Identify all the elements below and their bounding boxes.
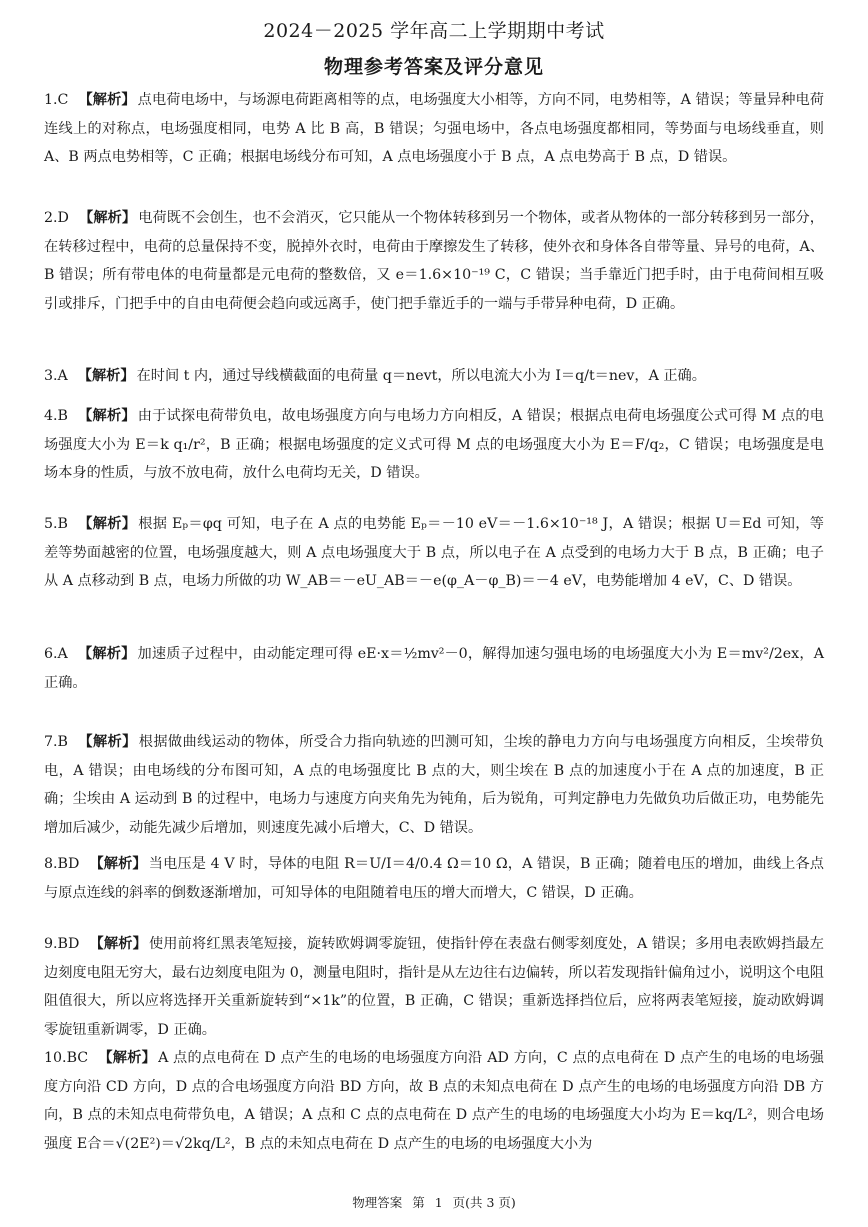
answer-text: 电荷既不会创生，也不会消灭，它只能从一个物体转移到另一个物体，或者从物体的一部分转移到另一部分，在转移过程中，电荷的总量保持不变，脱掉外衣时，电荷由于摩擦发生了转移，使外衣和身体各自带等量、异号的电荷，A、B 错误；所有带电体的电荷量都是元电荷的整数倍，又 e＝1.6×10⁻¹⁹ C，C 错误；当手靠近门把手时，由于电荷间相互吸引或排斥，门把手中的自由电荷便会趋向或远离手，使门把手靠近手的一端与手带异种电荷，D 正确。	[44, 210, 824, 312]
analysis-tag: 【解析】	[98, 1050, 157, 1066]
analysis-tag: 【解析】	[77, 734, 137, 750]
answer-text: 点电荷电场中，与场源电荷距离相等的点，电场强度大小相等，方向不同，电势相等，A 错误；等量异种电荷连线上的对称点，电场强度相同，电势 A 比 B 高，B 错误；匀强电场中，各点电场强度都相同，等势面与电场线垂直，则 A、B 两点电势相等，C 正确；根据电场线分布可知，A 点电场强度小于 B 点，A 点电势高于 B 点，D 错误。	[44, 92, 824, 165]
answer-number: 3.A	[44, 368, 68, 384]
analysis-tag: 【解析】	[89, 856, 147, 872]
footer-page-number: 1	[434, 1195, 443, 1210]
footer-label: 物理答案	[352, 1195, 403, 1210]
page-title: 2024－2025 学年高二上学期期中考试	[263, 20, 605, 42]
answer-text: 由于试探电荷带负电，故电场强度方向与电场力方向相反，A 错误；根据点电荷电场强度公式可得 M 点的电场强度大小为 E＝k q₁/r²，B 正确；根据电场强度的定义式可得 M 点的电场强度大小为 E＝F/q₂，C 错误；电场强度是电场本身的性质，与放不放电荷，放什么电荷均无关，D 错误。	[44, 408, 824, 481]
answer-text: 当电压是 4 V 时，导体的电阻 R＝U/I＝4/0.4 Ω＝10 Ω，A 错误，B 正确；随着电压的增加，曲线上各点与原点连线的斜率的倒数逐渐增加，可知导体的电阻随着电压的增大而增大，C 错误，D 正确。	[44, 856, 824, 901]
answer-item-3	[44, 362, 824, 391]
answer-text: 加速质子过程中，由动能定理可得 eE·x＝½mv²－0，解得加速匀强电场的电场强度大小为 E＝mv²/2ex，A 正确。	[44, 646, 824, 691]
answer-text: 使用前将红黑表笔短接，旋转欧姆调零旋钮，使指针停在表盘右侧零刻度处，A 错误；多用电表欧姆挡最左边刻度电阻无穷大，最右边刻度电阻为 0，测量电阻时，指针是从左边往右边偏转，所以若发现指针偏角过小，说明这个电阻阻值很大，所以应将选择开关重新旋转到“×1k”的位置，B 正确，C 错误；重新选择挡位后，应将两表笔短接，旋动欧姆调零旋钮重新调零，D 正确。	[44, 936, 824, 1038]
answer-number: 6.A	[44, 646, 68, 662]
analysis-tag: 【解析】	[89, 936, 147, 952]
answer-text: 根据做曲线运动的物体，所受合力指向轨迹的凹测可知，尘埃的静电力方向与电场强度方向相反，尘埃带负电，A 错误；由电场线的分布图可知，A 点的电场强度比 B 点的大，则尘埃在 B 点的加速度小于在 A 点的加速度，B 正确；尘埃由 A 运动到 B 的过程中，电场力与速度方向夹角先为钝角，后为锐角，可判定静电力先做负功后做正功，电势能先增加后减少，动能先减少后增加，则速度先减小后增大，C、D 错误。	[44, 734, 824, 836]
answer-item-4	[44, 402, 824, 488]
page-subtitle: 物理参考答案及评分意见	[323, 56, 544, 78]
answer-number: 4.B	[44, 408, 68, 424]
answer-number: 2.D	[44, 210, 69, 226]
analysis-tag: 【解析】	[77, 408, 136, 424]
analysis-tag: 【解析】	[78, 92, 136, 108]
answer-item-10	[44, 1044, 824, 1158]
answer-item-1	[44, 86, 824, 172]
answer-item-9	[44, 930, 824, 1044]
answer-number: 1.C	[44, 92, 69, 108]
answer-item-6	[44, 640, 824, 697]
answer-number: 7.B	[44, 734, 68, 750]
answer-item-2	[44, 204, 824, 318]
answer-item-5	[44, 510, 824, 596]
page-footer	[0, 1193, 868, 1211]
answer-text: 根据 Eₚ＝φq 可知，电子在 A 点的电势能 Eₚ＝－10 eV＝－1.6×10⁻¹⁸ J，A 错误；根据 U＝Ed 可知，等差等势面越密的位置，电场强度越大，则 A 点电场强度大于 B 点，所以电子在 A 点受到的电场力大于 B 点，B 正确；电子从 A 点移动到 B 点，电场力所做的功 W_AB＝－eU_AB＝－e(φ_A－φ_B)＝－4 eV，电势能增加 4 eV，C、D 错误。	[44, 516, 824, 589]
analysis-tag: 【解析】	[77, 368, 135, 384]
answer-item-8	[44, 850, 824, 907]
footer-page-suffix: 页(共 3 页)	[452, 1195, 516, 1210]
answer-text: 在时间 t 内，通过导线横截面的电荷量 q＝nevt，所以电流大小为 I＝q/t＝nev，A 正确。	[136, 368, 706, 384]
analysis-tag: 【解析】	[77, 516, 137, 532]
analysis-tag: 【解析】	[78, 210, 137, 226]
footer-page-prefix: 第	[412, 1195, 425, 1210]
answer-number: 5.B	[44, 516, 68, 532]
answer-number: 10.BC	[44, 1050, 89, 1066]
answer-number: 8.BD	[44, 856, 80, 872]
answer-number: 9.BD	[44, 936, 80, 952]
analysis-tag: 【解析】	[77, 646, 136, 662]
answer-item-7	[44, 728, 824, 842]
answer-text: A 点的点电荷在 D 点产生的电场的电场强度方向沿 AD 方向，C 点的点电荷在 D 点产生的电场的电场强度方向沿 CD 方向，D 点的合电场强度方向沿 BD 方向，故 B 点的未知点电荷在 D 点产生的电场的电场强度方向沿 DB 方向，B 点的未知点电荷带负电，A 错误；A 点和 C 点的点电荷在 D 点产生的电场的电场强度大小均为 E＝kq/L²，则合电场强度 E合＝√(2E²)＝√2kq/L²，B 点的未知点电荷在 D 点产生的电场的电场强度大小为	[44, 1050, 824, 1152]
